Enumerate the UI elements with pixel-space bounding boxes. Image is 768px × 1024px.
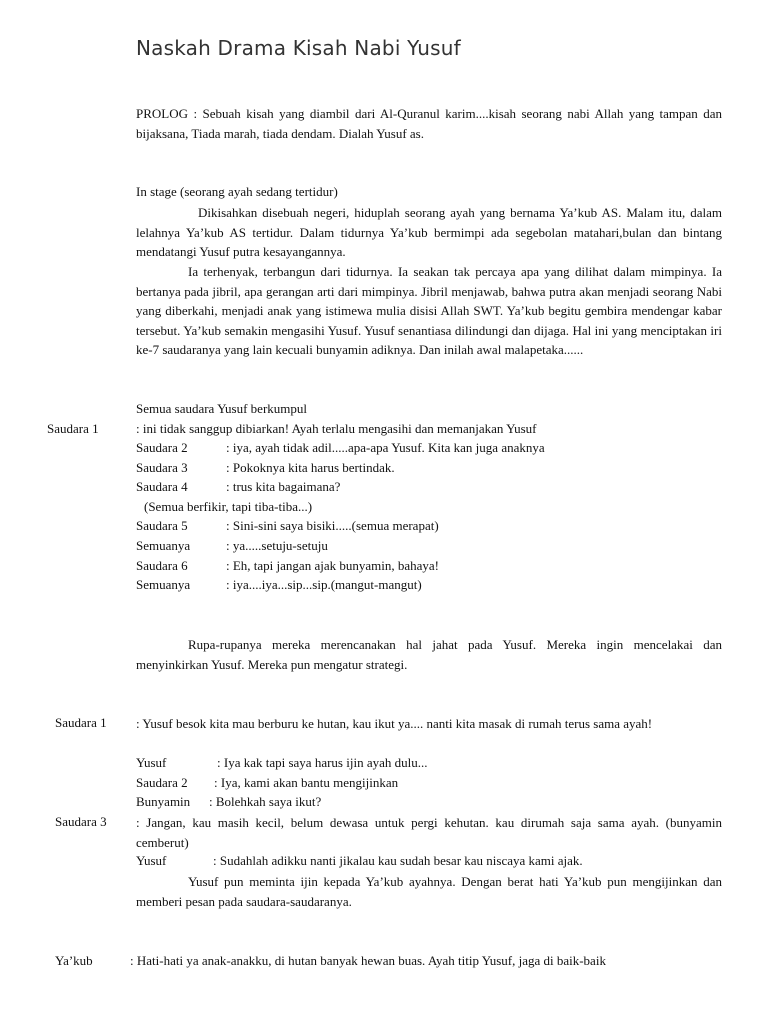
dialogue-text: : Sini-sini saya bisiki.....(semua merapat) bbox=[226, 518, 439, 533]
dialogue-line bbox=[136, 557, 439, 575]
dialogue-text: : ya.....setuju-setuju bbox=[226, 538, 328, 553]
dialogue-text: : Sudahlah adikku nanti jikalau kau sudah besar kau niscaya kami ajak. bbox=[213, 853, 583, 868]
speaker-label: Saudara 1 bbox=[55, 715, 107, 730]
speaker-label: Saudara 3 bbox=[55, 814, 107, 829]
narration-paragraph-4: Yusuf pun meminta ijin kepada Ya’kub ayahnya. Dengan berat hati Ya’kub pun mengijinkan dan memberi pesan pada saudara-saudaranya. bbox=[136, 874, 722, 909]
dialogue-text: : Bolehkah saya ikut? bbox=[209, 794, 322, 809]
dialogue-line bbox=[136, 517, 439, 535]
dialogue-line bbox=[136, 774, 398, 792]
dialogue-text: : Yusuf besok kita mau berburu ke hutan, kau ikut ya.... nanti kita masak di rumah terus sama ayah! bbox=[136, 716, 653, 731]
speaker-label: Yusuf bbox=[136, 755, 167, 770]
dialogue-line bbox=[136, 439, 545, 457]
narration-paragraph-2: Ia terhenyak, terbangun dari tidurnya. Ia seakan tak percaya apa yang dilihat dalam mimpinya. Ia bertanya pada jibril, apa gerangan arti dari mimpinya. Jibril menjawab, bahwa putra akan menjadi seorang Nabi yang diberkahi, menjadi anak yang istimewa mulia disisi Allah SWT. Ya’kub begitu gembira mendengar kabar tersebut. Ya’kub semakin mengasihi Yusuf. Yusuf senantiasa dilindungi dan dijaga. Hal ini yang menciptakan iri ke-7 saudaranya yang lain kecuali bunyamin adiknya. Dan inilah awal malapetaka...... bbox=[136, 264, 722, 358]
dialogue-text: : Pokoknya kita harus bertindak. bbox=[226, 460, 395, 475]
stage-direction: In stage (seorang ayah sedang tertidur) bbox=[136, 184, 338, 199]
speaker-label: Saudara 1 bbox=[47, 421, 99, 436]
dialogue-line bbox=[136, 576, 422, 594]
dialogue-text: : Hati-hati ya anak-anakku, di hutan banyak hewan buas. Ayah titip Yusuf, jaga di baik-baik bbox=[130, 953, 606, 968]
dialogue-line bbox=[136, 754, 427, 772]
narration-paragraph-3: Rupa-rupanya mereka merencanakan hal jahat pada Yusuf. Mereka ingin mencelakai dan menyinkirkan Yusuf. Mereka pun mengatur strategi. bbox=[136, 637, 722, 672]
dialogue-text: : ini tidak sanggup dibiarkan! Ayah terlalu mengasihi dan memanjakan Yusuf bbox=[136, 421, 537, 436]
dialogue-text: : trus kita bagaimana? bbox=[226, 479, 341, 494]
dialogue-text: : iya....iya...sip...sip.(mangut-mangut) bbox=[226, 577, 422, 592]
speaker-label: Ya’kub bbox=[55, 953, 93, 968]
dialogue-line bbox=[136, 478, 340, 496]
speaker-label: Saudara 5 bbox=[136, 518, 188, 533]
dialogue-line bbox=[136, 793, 321, 811]
document-title: Naskah Drama Kisah Nabi Yusuf bbox=[136, 36, 461, 60]
dialogue-line bbox=[136, 537, 328, 555]
speaker-label: Bunyamin bbox=[136, 794, 191, 809]
dialogue-text: : Iya, kami akan bantu mengijinkan bbox=[214, 775, 399, 790]
dialogue-line bbox=[136, 852, 583, 870]
speaker-label: Semuanya bbox=[136, 538, 191, 553]
dialogue-line bbox=[136, 459, 395, 477]
speaker-label: Saudara 6 bbox=[136, 558, 188, 573]
speaker-label: Saudara 3 bbox=[136, 460, 188, 475]
stage-note: (Semua berfikir, tapi tiba-tiba...) bbox=[144, 499, 313, 514]
speaker-label: Yusuf bbox=[136, 853, 167, 868]
speaker-label: Saudara 2 bbox=[136, 440, 188, 455]
dialogue-text: : Iya kak tapi saya harus ijin ayah dulu... bbox=[217, 755, 428, 770]
narration-paragraph-1: Dikisahkan disebuah negeri, hiduplah seorang ayah yang bernama Ya’kub AS. Malam itu, dalam lelahnya Ya’kub AS tertidur. Dalam tidurnya Ya’kub bermimpi ada segebolan matahari,bulan dan bintang mendatangi Yusuf putra kesayangannya. bbox=[136, 205, 722, 260]
scene-heading: Semua saudara Yusuf berkumpul bbox=[136, 401, 308, 416]
dialogue-text: : iya, ayah tidak adil.....apa-apa Yusuf. Kita kan juga anaknya bbox=[226, 440, 545, 455]
speaker-label: Saudara 2 bbox=[136, 775, 188, 790]
prolog-paragraph: PROLOG : Sebuah kisah yang diambil dari Al-Quranul karim....kisah seorang nabi Allah yang tampan dan bijaksana, Tiada marah, tiada dendam. Dialah Yusuf as. bbox=[136, 106, 722, 141]
speaker-label: Semuanya bbox=[136, 577, 191, 592]
dialogue-line bbox=[55, 952, 606, 970]
dialogue-line bbox=[47, 420, 537, 438]
dialogue-text: : Eh, tapi jangan ajak bunyamin, bahaya! bbox=[226, 558, 439, 573]
dialogue-text: : Jangan, kau masih kecil, belum dewasa untuk pergi kehutan. kau dirumah saja sama ayah. (bunyamin cemberut) bbox=[136, 815, 722, 850]
speaker-label: Saudara 4 bbox=[136, 479, 188, 494]
